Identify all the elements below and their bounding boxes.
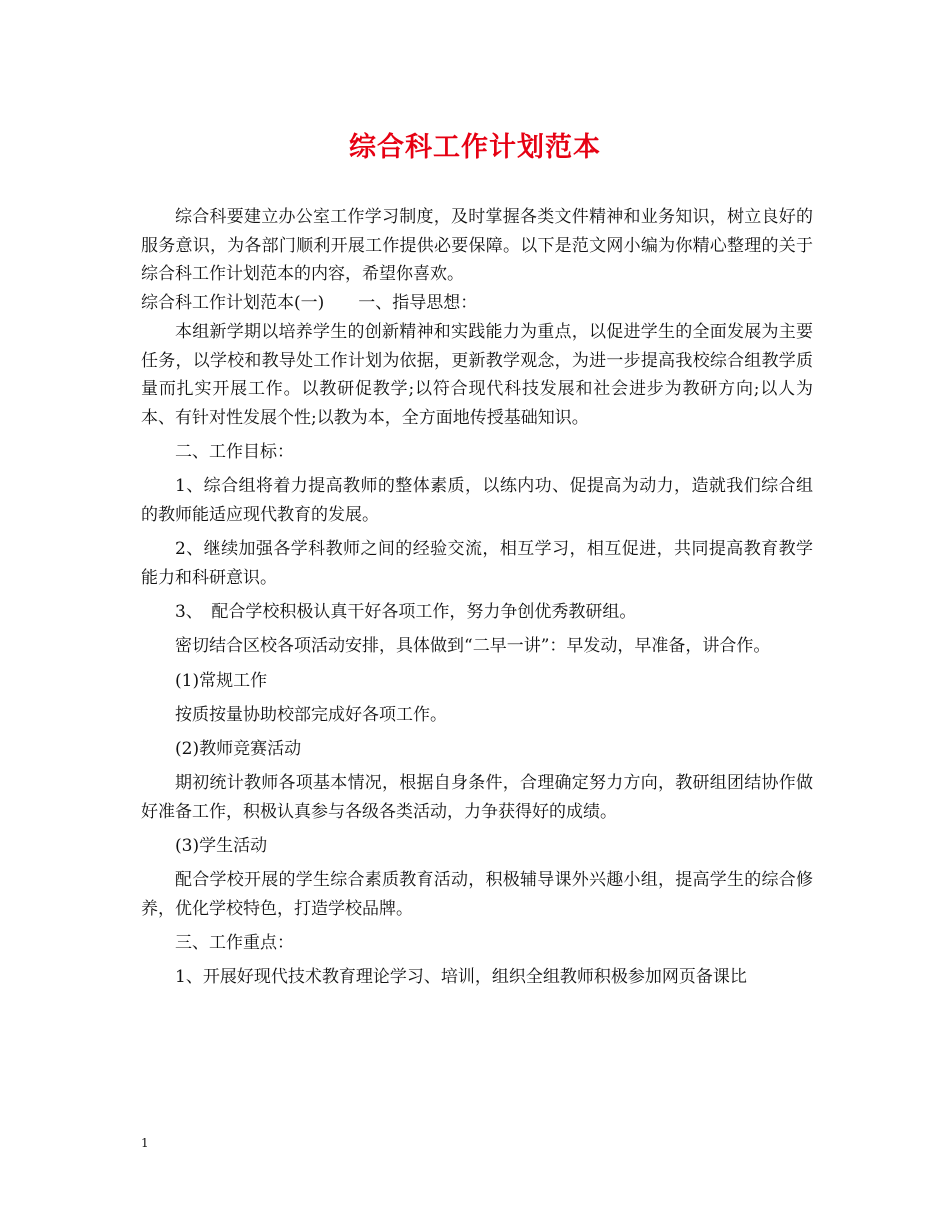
page-number: 1: [141, 1136, 149, 1150]
intro-paragraph: 综合科要建立办公室工作学习制度，及时掌握各类文件精神和业务知识，树立良好的服务意识，为各部门顺利开展工作提供必要保障。以下是范文网小编为你精心整理的关于综合科工作计划范本的内容，希望你喜欢。: [141, 207, 813, 285]
list-item: 1、综合组将着力提高教师的整体素质，以练内功、促提高为动力，造就我们综合组的教师能适应现代教育的发展。: [141, 476, 813, 526]
document-body: [141, 203, 813, 992]
list-item: 3、 配合学校积极认真干好各项工作，努力争创优秀教研组。: [175, 602, 637, 623]
body-paragraph: 配合学校开展的学生综合素质教育活动，积极辅导课外兴趣小组，提高学生的综合修养，优化学校特色，打造学校品牌。: [141, 870, 813, 919]
subsection-heading: (2)教师竞赛活动: [175, 738, 302, 759]
section-heading: 综合科工作计划范本(一) 一、指导思想：: [141, 293, 478, 314]
body-paragraph: 本组新学期以培养学生的创新精神和实践能力为重点，以促进学生的全面发展为主要任务，以学校和教导处工作计划为依据，更新教学观念，为进一步提高我校综合组教学质量而扎实开展工作。以教研促教学;以符合现代科技发展和社会进步为教研方向;以人为本、有针对性发展个性;以教为本，全方面地传授基础知识。: [141, 321, 813, 428]
document-title: 综合科工作计划范本: [349, 132, 601, 163]
body-paragraph: 期初统计教师各项基本情况，根据自身条件，合理确定努力方向，教研组团结协作做好准备工作，积极认真参与各级各类活动，力争获得好的成绩。: [141, 773, 813, 822]
list-item: 1、开展好现代技术教育理论学习、培训，组织全组教师积极参加网页备课比: [175, 967, 747, 988]
section-heading: 三、工作重点：: [175, 933, 294, 954]
list-item: 2、继续加强各学科教师之间的经验交流，相互学习，相互促进，共同提高教育教学能力和科研意识。: [141, 539, 813, 588]
body-paragraph: 密切结合区校各项活动安排，具体做到“二早一讲”：早发动，早准备，讲合作。: [175, 636, 771, 657]
section-heading: 二、工作目标：: [175, 442, 294, 463]
subsection-heading: (3)学生活动: [175, 836, 268, 857]
body-paragraph: 按质按量协助校部完成好各项工作。: [175, 704, 447, 725]
subsection-heading: (1)常规工作: [175, 670, 268, 691]
